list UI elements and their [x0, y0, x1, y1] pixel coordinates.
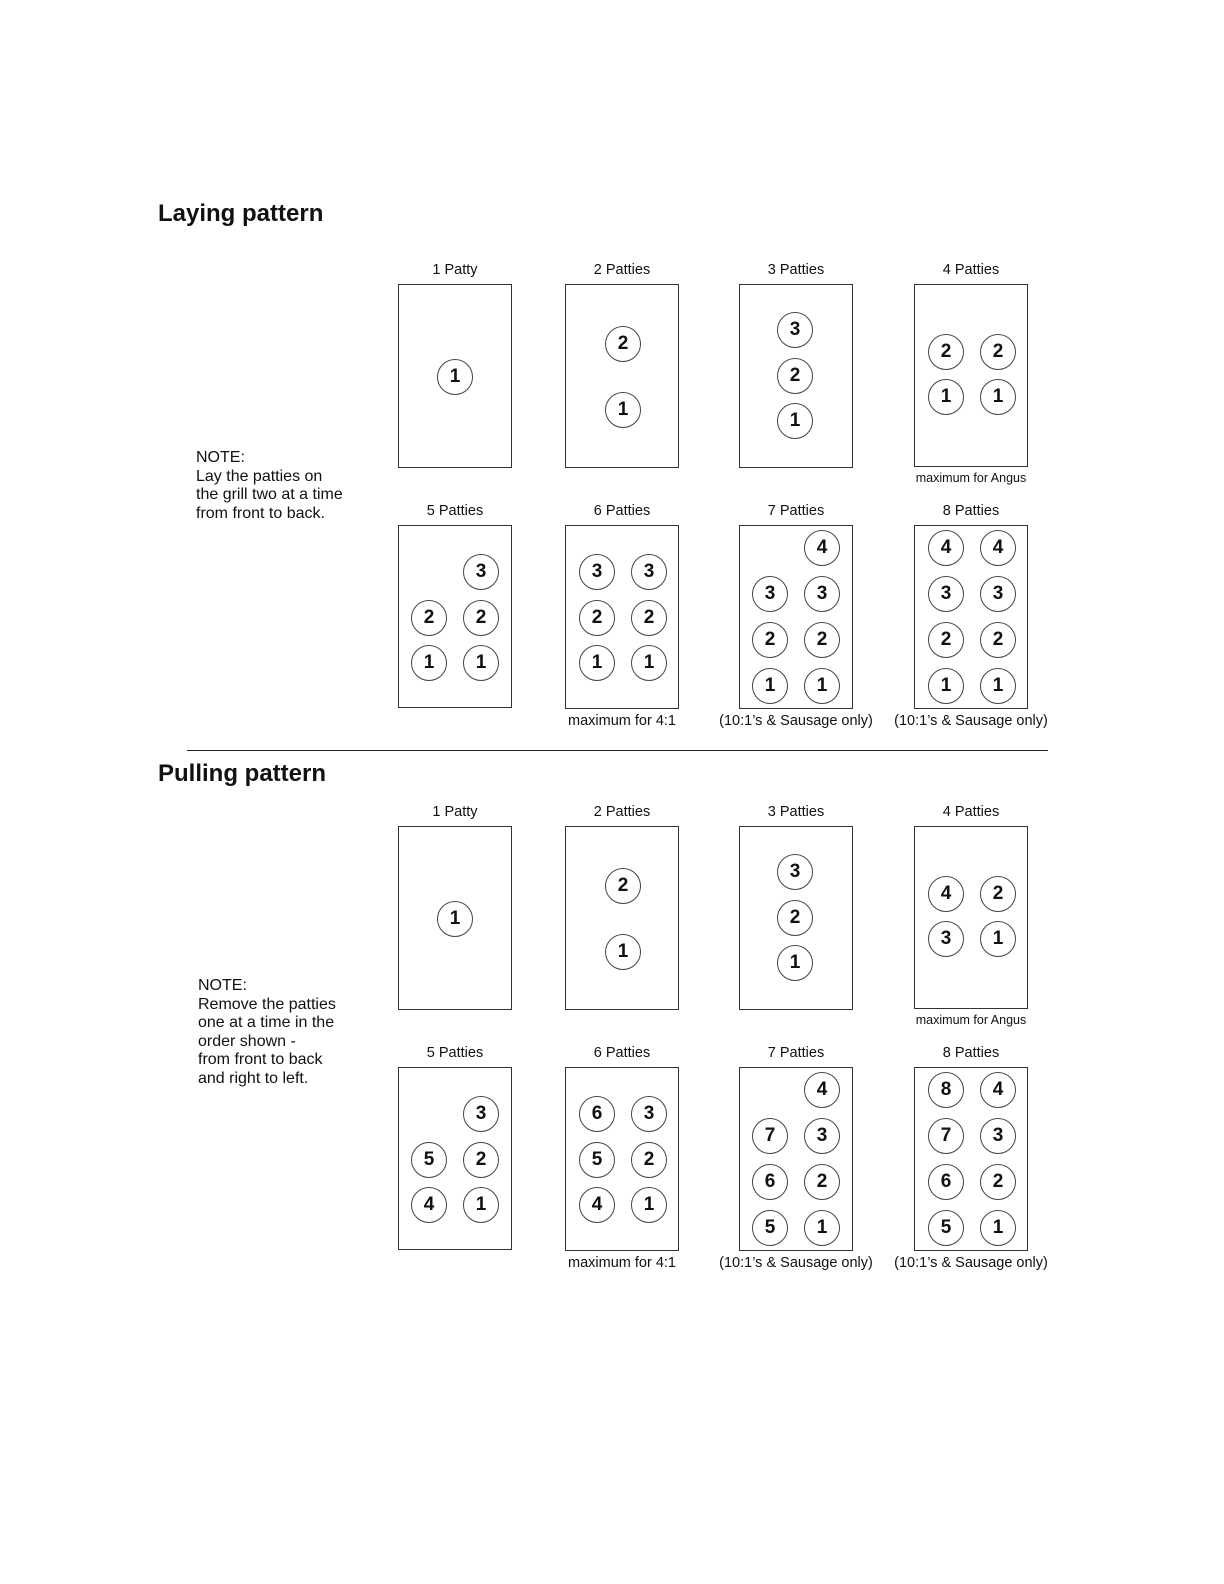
patty-marker: 2	[579, 600, 615, 636]
patty-marker: 2	[980, 1164, 1016, 1200]
patty-marker: 2	[777, 358, 813, 394]
grill-surface	[398, 1067, 512, 1250]
patty-marker: 2	[928, 622, 964, 658]
diagram-caption: (10:1’s & Sausage only)	[894, 1255, 1048, 1271]
patty-marker: 7	[752, 1118, 788, 1154]
diagram-title: 8 Patties	[942, 1045, 1000, 1061]
patty-marker: 1	[463, 1187, 499, 1223]
patty-marker: 3	[631, 554, 667, 590]
patty-marker: 4	[928, 530, 964, 566]
patty-marker: 2	[804, 1164, 840, 1200]
diagram-title: 8 Patties	[942, 503, 1000, 519]
diagram-title: 2 Patties	[593, 804, 651, 820]
patty-marker: 2	[980, 876, 1016, 912]
patty-marker: 1	[437, 359, 473, 395]
patty-marker: 1	[980, 379, 1016, 415]
section-divider	[187, 750, 1048, 751]
grill-surface	[739, 525, 853, 709]
patty-marker: 6	[928, 1164, 964, 1200]
diagram-caption: (10:1’s & Sausage only)	[894, 713, 1048, 729]
diagram-caption: maximum for 4:1	[568, 713, 676, 729]
patty-marker: 7	[928, 1118, 964, 1154]
patty-marker: 3	[631, 1096, 667, 1132]
patty-marker: 1	[752, 668, 788, 704]
diagram-title: 2 Patties	[593, 262, 651, 278]
patty-marker: 2	[605, 868, 641, 904]
patty-marker: 8	[928, 1072, 964, 1108]
diagram-title: 4 Patties	[942, 804, 1000, 820]
grill-surface	[914, 525, 1028, 709]
patty-marker: 2	[804, 622, 840, 658]
patty-marker: 2	[411, 600, 447, 636]
patty-marker: 1	[928, 379, 964, 415]
diagram-title: 5 Patties	[426, 1045, 484, 1061]
patty-marker: 2	[463, 600, 499, 636]
patty-marker: 1	[605, 392, 641, 428]
patty-marker: 1	[928, 668, 964, 704]
patty-marker: 5	[752, 1210, 788, 1246]
grill-surface	[565, 284, 679, 468]
patty-marker: 2	[980, 334, 1016, 370]
grill-surface	[739, 1067, 853, 1251]
grill-surface	[398, 826, 512, 1010]
pulling-pattern-title: Pulling pattern	[158, 760, 326, 787]
grill-surface	[739, 826, 853, 1010]
grill-surface	[398, 525, 512, 708]
patty-marker: 1	[804, 668, 840, 704]
patty-marker: 1	[579, 645, 615, 681]
patty-marker: 4	[579, 1187, 615, 1223]
patty-marker: 1	[463, 645, 499, 681]
patty-marker: 3	[777, 312, 813, 348]
grill-surface	[914, 826, 1028, 1009]
diagram-title: 7 Patties	[767, 1045, 825, 1061]
patty-marker: 2	[752, 622, 788, 658]
patty-marker: 2	[777, 900, 813, 936]
grill-surface	[739, 284, 853, 468]
patty-marker: 2	[631, 600, 667, 636]
diagram-title: 6 Patties	[593, 1045, 651, 1061]
diagram-caption: maximum for 4:1	[568, 1255, 676, 1271]
patty-marker: 3	[928, 921, 964, 957]
patty-marker: 1	[777, 945, 813, 981]
diagram-title: 1 Patty	[432, 804, 478, 820]
grill-surface	[565, 1067, 679, 1251]
patty-marker: 3	[928, 576, 964, 612]
diagram-title: 7 Patties	[767, 503, 825, 519]
patty-marker: 3	[804, 1118, 840, 1154]
patty-marker: 1	[437, 901, 473, 937]
pulling-note: NOTE: Remove the patties one at a time in the order shown - from front to back and right to left.	[198, 977, 336, 1087]
patty-marker: 1	[411, 645, 447, 681]
diagram-caption: maximum for Angus	[915, 1013, 1027, 1027]
patty-marker: 2	[980, 622, 1016, 658]
patty-marker: 4	[804, 530, 840, 566]
patty-marker: 4	[804, 1072, 840, 1108]
patty-marker: 2	[631, 1142, 667, 1178]
patty-marker: 5	[579, 1142, 615, 1178]
patty-marker: 1	[980, 1210, 1016, 1246]
patty-marker: 3	[777, 854, 813, 890]
patty-marker: 1	[777, 403, 813, 439]
patty-marker: 1	[804, 1210, 840, 1246]
grill-surface	[914, 1067, 1028, 1251]
patty-marker: 3	[980, 1118, 1016, 1154]
patty-marker: 1	[631, 645, 667, 681]
patty-marker: 3	[980, 576, 1016, 612]
diagram-title: 4 Patties	[942, 262, 1000, 278]
diagram-title: 3 Patties	[767, 262, 825, 278]
diagram-title: 6 Patties	[593, 503, 651, 519]
patty-marker: 3	[804, 576, 840, 612]
grill-surface	[398, 284, 512, 468]
patty-marker: 3	[463, 554, 499, 590]
diagram-caption: (10:1’s & Sausage only)	[719, 713, 873, 729]
diagram-caption: maximum for Angus	[915, 471, 1027, 485]
diagram-title: 5 Patties	[426, 503, 484, 519]
patty-marker: 5	[928, 1210, 964, 1246]
laying-note: NOTE: Lay the patties on the grill two at a time from front to back.	[196, 449, 343, 522]
patty-marker: 4	[980, 1072, 1016, 1108]
patty-marker: 4	[928, 876, 964, 912]
patty-marker: 2	[463, 1142, 499, 1178]
patty-marker: 4	[411, 1187, 447, 1223]
grill-surface	[565, 525, 679, 709]
patty-marker: 1	[980, 668, 1016, 704]
patty-marker: 1	[605, 934, 641, 970]
grill-surface	[914, 284, 1028, 467]
laying-pattern-title: Laying pattern	[158, 200, 324, 227]
diagram-title: 1 Patty	[432, 262, 478, 278]
patty-marker: 1	[631, 1187, 667, 1223]
patty-marker: 2	[605, 326, 641, 362]
patty-marker: 4	[980, 530, 1016, 566]
diagram-title: 3 Patties	[767, 804, 825, 820]
patty-marker: 6	[579, 1096, 615, 1132]
patty-marker: 3	[752, 576, 788, 612]
patty-marker: 6	[752, 1164, 788, 1200]
patty-marker: 3	[463, 1096, 499, 1132]
patty-marker: 2	[928, 334, 964, 370]
patty-marker: 3	[579, 554, 615, 590]
patty-marker: 1	[980, 921, 1016, 957]
patty-marker: 5	[411, 1142, 447, 1178]
diagram-caption: (10:1’s & Sausage only)	[719, 1255, 873, 1271]
grill-surface	[565, 826, 679, 1010]
